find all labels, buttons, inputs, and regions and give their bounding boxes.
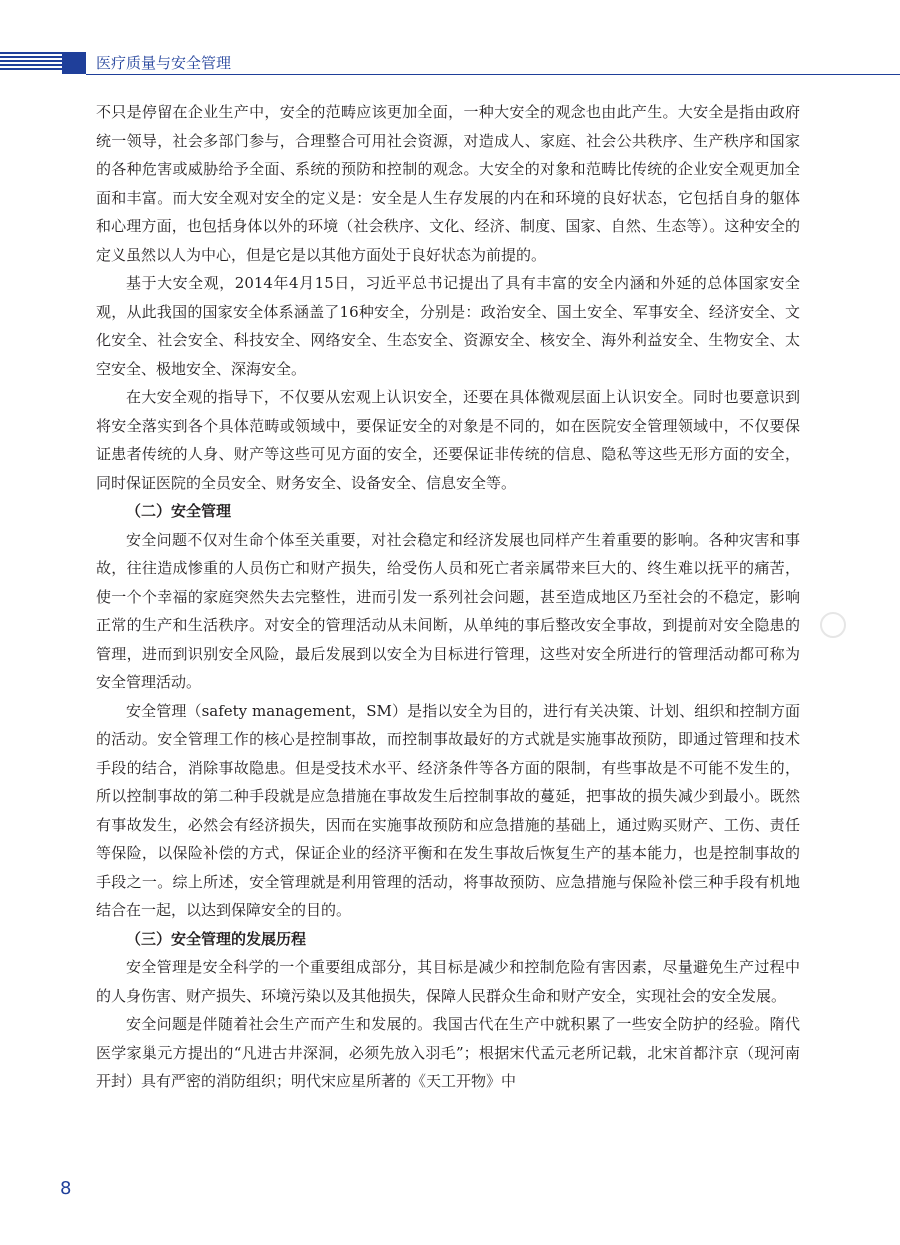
paragraph-3: 在大安全观的指导下，不仅要从宏观上认识安全，还要在具体微观层面上认识安全。同时也要意识到将安全落实到各个具体范畴或领域中，要保证安全的对象是不同的，如在医院安全管理领域中，不仅要保证患者传统的人身、财产等这些可见方面的安全，还要保证非传统的信息、隐私等这些无形方面的安全，同时保证医院的全员安全、财务安全、设备安全、信息安全等。: [96, 388, 800, 492]
paragraph-2: 基于大安全观，2014年4月15日，习近平总书记提出了具有丰富的安全内涵和外延的总体国家安全观，从此我国的国家安全体系涵盖了16种安全，分别是：政治安全、国土安全、军事安全、经济安全、文化安全、社会安全、科技安全、网络安全、生态安全、资源安全、核安全、海外利益安全、生物安全、太空安全、极地安全、深海安全。: [96, 274, 800, 378]
paragraph-1: 不只是停留在企业生产中，安全的范畴应该更加全面，一种大安全的观念也由此产生。大安全是指由政府统一领导，社会多部门参与，合理整合可用社会资源，对造成人、家庭、社会公共秩序、生产秩序和国家的各种危害或威胁给予全面、系统的预防和控制的观念。大安全的对象和范畴比传统的企业安全观更加全面和丰富。而大安全观对安全的定义是：安全是人生存发展的内在和环境的良好状态，它包括自身的躯体和心理方面，也包括身体以外的环境（社会秩序、文化、经济、制度、国家、自然、生态等）。这种安全的定义虽然以人为中心，但是它是以其他方面处于良好状态为前提的。: [96, 103, 800, 264]
paragraph-5: 安全管理（safety management，SM）是指以安全为目的，进行有关决策、计划、组织和控制方面的活动。安全管理工作的核心是控制事故，而控制事故最好的方式就是实施事故预防，即通过管理和技术手段的结合，消除事故隐患。但是受技术水平、经济条件等各方面的限制，有些事故是不可能不发生的，所以控制事故的第二种手段就是应急措施在事故发生后控制事故的蔓延，把事故的损失减少到最小。既然有事故发生，必然会有经济损失，因而在实施事故预防和应急措施的基础上，通过购买财产、工伤、责任等保险，以保险补偿的方式，保证企业的经济平衡和在发生事故后恢复生产的基本能力，也是控制事故的手段之一。综上所述，安全管理就是利用管理的活动，将事故预防、应急措施与保险补偿三种手段有机地结合在一起，以达到保障安全的目的。: [96, 701, 800, 919]
header-color-block: [62, 52, 86, 74]
header-stripes: [0, 52, 62, 74]
watermark-icon: [820, 612, 846, 638]
page-body: [96, 98, 800, 1096]
running-header: [0, 48, 900, 80]
section-heading-3: （三）安全管理的发展历程: [126, 929, 307, 948]
paragraph-7: 安全问题是伴随着社会生产而产生和发展的。我国古代在生产中就积累了一些安全防护的经验。隋代医学家巢元方提出的“凡进古井深洞，必须先放入羽毛”；根据宋代孟元老所记载，北宋首都汴京（现河南开封）具有严密的消防组织；明代宋应星所著的《天工开物》中: [96, 1015, 800, 1090]
section-heading-2: （二）安全管理: [126, 502, 232, 520]
paragraph-6: 安全管理是安全科学的一个重要组成部分，其目标是减少和控制危险有害因素，尽量避免生产过程中的人身伤害、财产损失、环境污染以及其他损失，保障人民群众生命和财产安全，实现社会的安全发展。: [96, 958, 800, 1005]
paragraph-4: 安全问题不仅对生命个体至关重要，对社会稳定和经济发展也同样产生着重要的影响。各种灾害和事故，往往造成惨重的人员伤亡和财产损失，给受伤人员和死亡者亲属带来巨大的、终生难以抚平的痛苦，使一个个幸福的家庭突然失去完整性，进而引发一系列社会问题，甚至造成地区乃至社会的不稳定，影响正常的生产和生活秩序。对安全的管理活动从未间断，从单纯的事后整改安全事故，到提前对安全隐患的管理，进而到识别安全风险，最后发展到以安全为目标进行管理，这些对安全所进行的管理活动都可称为安全管理活动。: [96, 530, 800, 691]
page-number: 8: [60, 1178, 72, 1199]
header-title: 医疗质量与安全管理: [96, 54, 232, 72]
header-rule: [86, 74, 900, 75]
